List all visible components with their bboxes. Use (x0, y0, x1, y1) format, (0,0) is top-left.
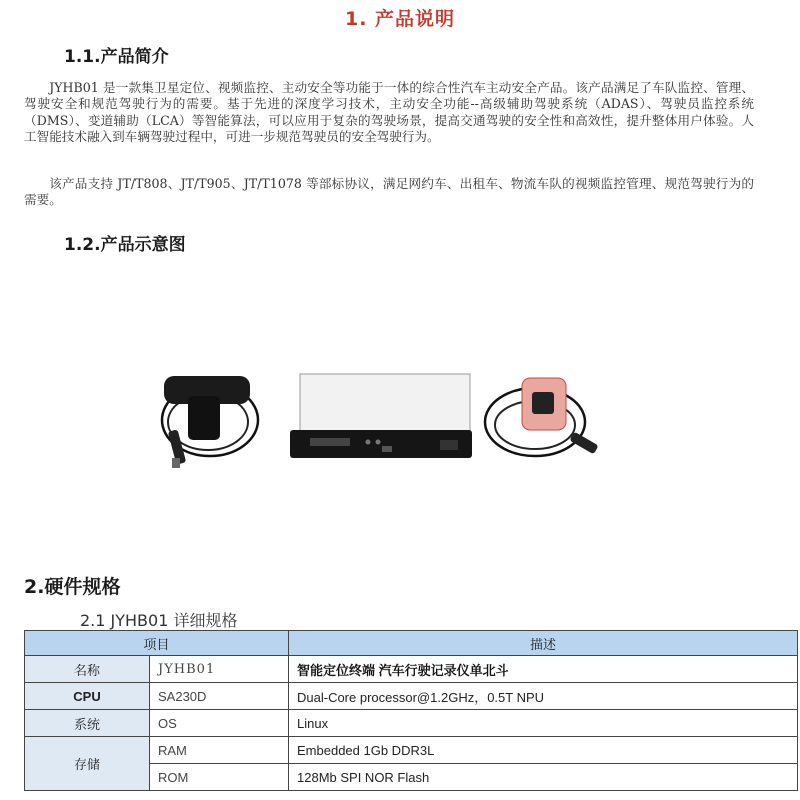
header-item: 项目 (25, 631, 289, 656)
main-title: 1. 产品说明 (344, 8, 456, 30)
product-intro-paragraph: JYHB01 是一款集卫星定位、视频监控、主动安全等功能于一体的综合性汽车主动安全产品。该产品满足了车队监控、管理、驾驶安全和规范驾驶行为的需要。基于先进的深度学习技术，主动安全功能--高级辅助驾驶系统（ADAS）、驾驶员监控系统（DMS）、变道辅助（LCA）等智能算法，可以应用于复杂的驾驶场景，提高交通驾驶的安全性和高效性，提升整体用户体验。人工智能技术融入到车辆驾驶过程中，可进一步规范驾驶员的安全驾驶行为。 (24, 80, 754, 144)
row-key-storage: 存储 (25, 737, 150, 791)
product-illustration (150, 360, 610, 480)
row-key-os: 系统 (25, 710, 150, 737)
row-key-cpu: CPU (25, 683, 150, 710)
header-desc: 描述 (289, 631, 798, 656)
row-desc-name: 智能定位终端 汽车行驶记录仪单北斗 (289, 656, 798, 683)
table-row (25, 737, 798, 764)
row-sub-ram: RAM (150, 737, 289, 764)
section-2-title: 2.硬件规格 (24, 576, 121, 598)
section-2-1-title: 2.1 JYHB01 详细规格 (80, 611, 238, 630)
row-key-name: 名称 (25, 656, 150, 683)
spec-table (24, 630, 798, 791)
table-row (25, 656, 798, 683)
recorder-unit-icon (290, 374, 472, 458)
row-desc-ram: Embedded 1Gb DDR3L (289, 737, 798, 764)
table-header-row (25, 631, 798, 656)
camera-device-icon (162, 376, 258, 468)
row-sub-cpu: SA230D (150, 683, 289, 710)
table-row (25, 710, 798, 737)
row-sub-rom: ROM (150, 764, 289, 791)
row-desc-rom: 128Mb SPI NOR Flash (289, 764, 798, 791)
row-desc-cpu: Dual-Core processor@1.2GHz，0.5T NPU (289, 683, 798, 710)
row-sub-name: JYHB01 (150, 656, 289, 683)
row-desc-os: Linux (289, 710, 798, 737)
panic-button-camera-icon (485, 378, 599, 456)
table-row (25, 683, 798, 710)
protocol-paragraph: 该产品支持 JT/T808、JT/T905、JT/T1078 等部标协议，满足网约车、出租车、物流车队的视频监控管理、规范驾驶行为的需要。 (24, 176, 754, 208)
section-1-2-title: 1.2.产品示意图 (64, 235, 186, 255)
section-1-1-title: 1.1.产品简介 (64, 47, 169, 67)
row-sub-os: OS (150, 710, 289, 737)
